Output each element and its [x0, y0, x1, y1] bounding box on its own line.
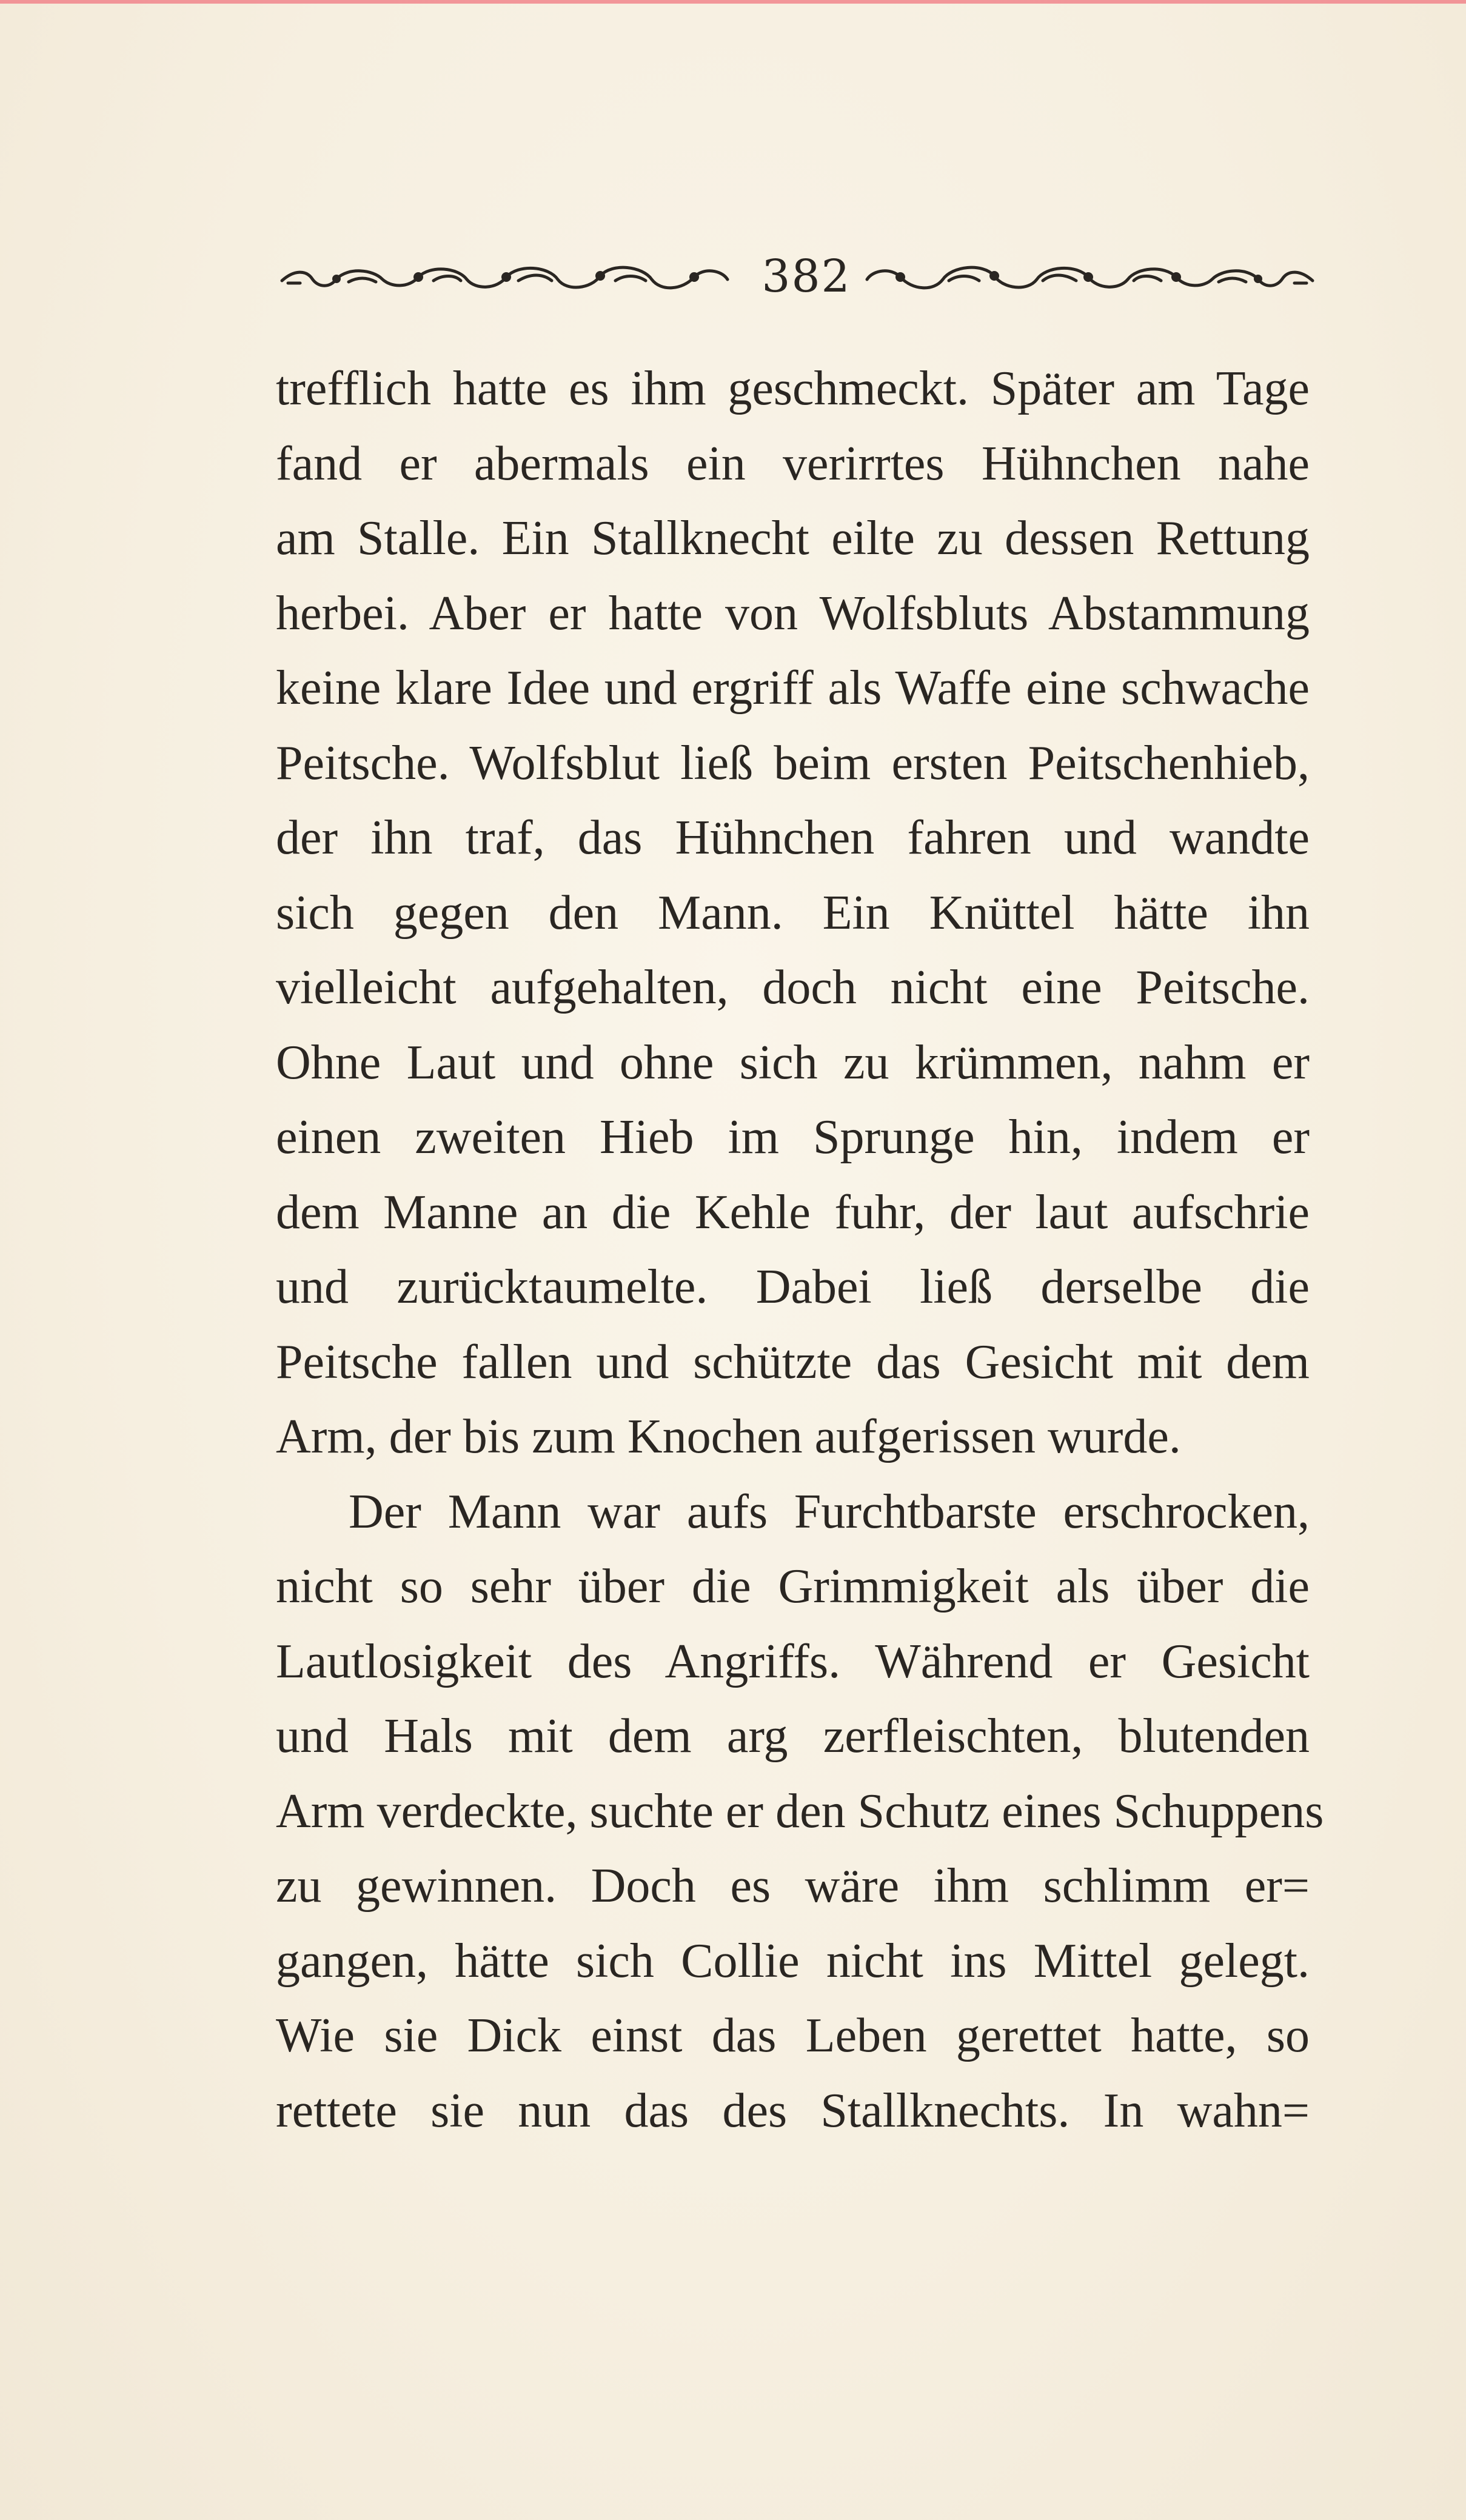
text-line: gangen, hätte sich Collie nicht ins Mittel gelegt.	[276, 1934, 1310, 1988]
text-line: Lautlosigkeit des Angriffs. Während er Gesicht	[276, 1634, 1310, 1688]
text-line: der ihn traf, das Hühnchen fahren und wandte	[276, 811, 1310, 864]
text-line: Ohne Laut und ohne sich zu krümmen, nahm er	[276, 1035, 1310, 1089]
page-top-edge	[0, 0, 1466, 4]
text-line: Der Mann war aufs Furchtbarste erschrocken,	[349, 1485, 1310, 1539]
text-line: trefflich hatte es ihm geschmeckt. Später am Tage	[276, 362, 1310, 415]
text-line: dem Manne an die Kehle fuhr, der laut aufschrie	[276, 1185, 1310, 1239]
text-line: Peitsche. Wolfsblut ließ beim ersten Peitschenhieb,	[276, 736, 1310, 790]
text-line: fand er abermals ein verirrtes Hühnchen nahe	[276, 436, 1310, 490]
text-line: Arm, der bis zum Knochen aufgerissen wurde.	[276, 1410, 1181, 1463]
text-line: sich gegen den Mann. Ein Knüttel hätte ihn	[276, 886, 1310, 940]
text-line: Wie sie Dick einst das Leben gerettet hatte, so	[276, 2009, 1310, 2062]
text-line: herbei. Aber er hatte von Wolfsbluts Abstammung	[276, 586, 1310, 640]
body-text	[276, 352, 1324, 2148]
text-line: vielleicht aufgehalten, doch nicht eine Peitsche.	[276, 961, 1310, 1014]
text-line: einen zweiten Hieb im Sprunge hin, indem er	[276, 1111, 1310, 1164]
text-line: keine klare Idee und ergriff als Waffe eine schwache	[276, 661, 1310, 715]
text-line: und Hals mit dem arg zerfleischten, blutenden	[276, 1710, 1310, 1763]
text-line: Arm verdeckte, suchte er den Schutz eines Schuppens	[276, 1784, 1324, 1838]
right-ornament-icon	[858, 246, 1319, 312]
page-header	[276, 246, 1307, 312]
text-line: und zurücktaumelte. Dabei ließ derselbe die	[276, 1260, 1310, 1314]
left-ornament-icon	[276, 246, 737, 312]
text-line: am Stalle. Ein Stallknecht eilte zu dessen Rettung	[276, 512, 1310, 565]
text-line: Peitsche fallen und schützte das Gesicht mit dem	[276, 1335, 1310, 1389]
text-line: zu gewinnen. Doch es wäre ihm schlimm er=	[276, 1859, 1310, 1913]
page-number: 382	[761, 250, 851, 302]
text-line: nicht so sehr über die Grimmigkeit als über die	[276, 1560, 1310, 1613]
text-line: rettete sie nun das des Stallknechts. In wahn=	[276, 2084, 1310, 2137]
